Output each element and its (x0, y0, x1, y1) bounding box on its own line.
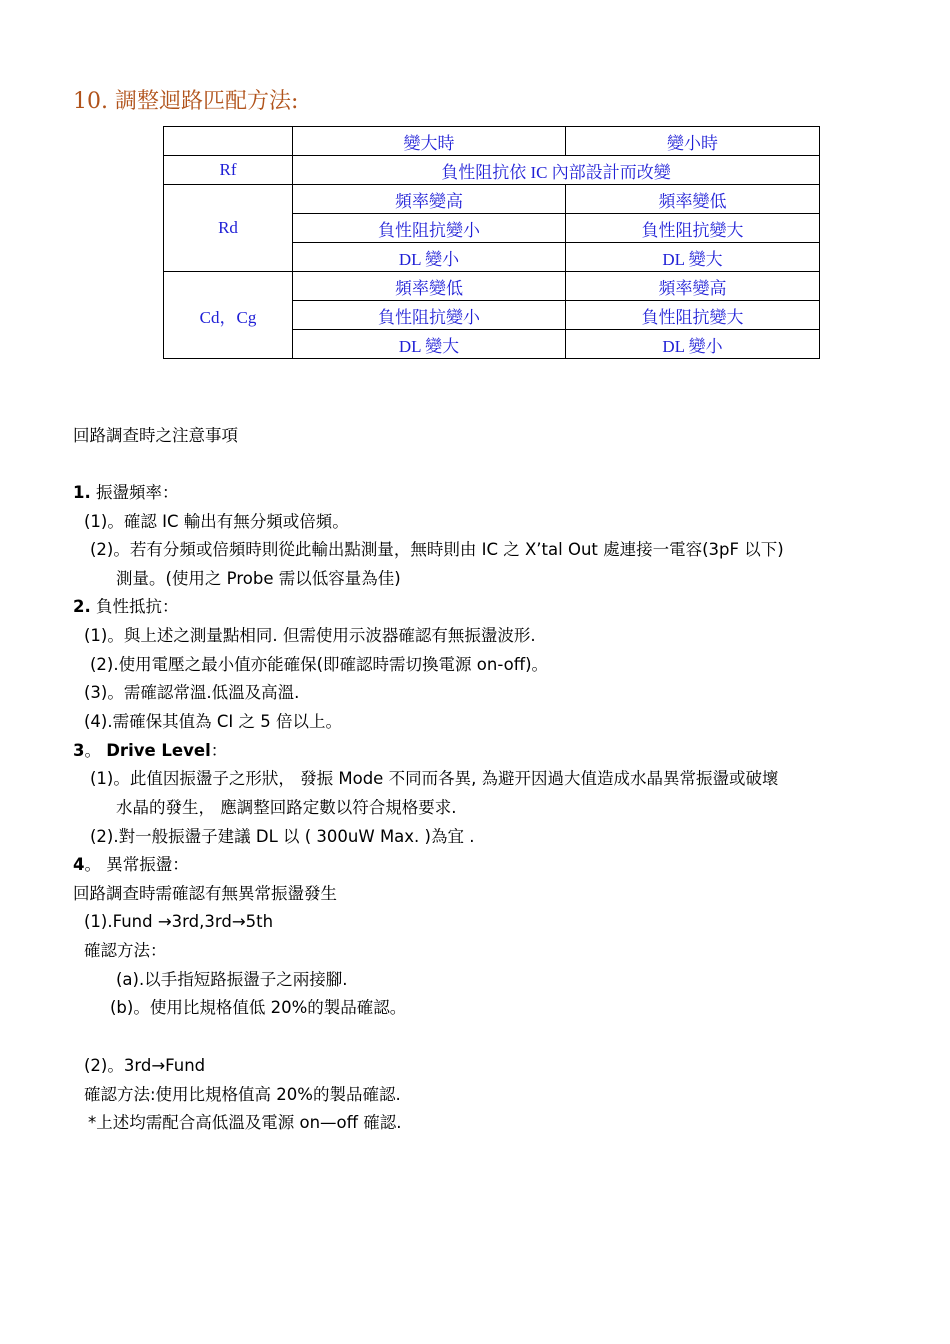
colon: ： (210, 741, 228, 760)
note-line: 測量。(使用之 Probe 需以低容量為佳) (116, 569, 401, 588)
section-title: 負性抵抗： (90, 597, 179, 616)
table-cell: 負性阻抗變大 (566, 301, 820, 330)
note-line: (b)。使用比規格值低 20%的製品確認。 (110, 998, 407, 1017)
section-1-heading (73, 483, 179, 503)
table-cell: DL 變小 (293, 243, 566, 272)
note-line: (1)。此值因振盪子之形狀， 發振 Mode 不同而各異, 為避开因過大值造成水晶異常振盪或破壞 (90, 769, 779, 788)
table-row (164, 185, 820, 214)
table-cell: 頻率變高 (566, 272, 820, 301)
table-header-row (164, 127, 820, 156)
note-line: 水晶的發生， 應調整回路定數以符合規格要求. (116, 798, 457, 817)
table-cell: 頻率變高 (293, 185, 566, 214)
separator: 。 (84, 741, 107, 760)
note-line: *上述均需配合高低溫及電源 on—off 確認. (88, 1113, 402, 1132)
note-line: (2)。3rd→Fund (84, 1056, 206, 1075)
table-cell: DL 變大 (566, 243, 820, 272)
section-title: 異常振盪： (106, 855, 189, 874)
section-number: 1. (73, 483, 91, 502)
section-2-heading (73, 597, 179, 617)
table-cell: 頻率變低 (293, 272, 566, 301)
table-header-cell: 變大時 (293, 127, 566, 156)
table-header-cell (164, 127, 293, 156)
section-title: 振盪頻率： (90, 483, 179, 502)
table-cell: 負性阻抗變大 (566, 214, 820, 243)
note-line: 確認方法:使用比規格值高 20%的製品確認. (84, 1085, 401, 1104)
table-header-cell: 變小時 (566, 127, 820, 156)
row-label-rd: Rd (164, 185, 293, 272)
note-line: (2).對一般振盪子建議 DL 以 ( 300uW Max. )為宜 . (90, 827, 475, 846)
separator: 。 (84, 855, 107, 874)
table-cell: 頻率變低 (566, 185, 820, 214)
note-line: (2).使用電壓之最小值亦能確保(即確認時需切換電源 on-off)。 (90, 655, 549, 674)
table-cell: DL 變大 (293, 330, 566, 359)
table-row (164, 272, 820, 301)
section-number: 3 (73, 741, 85, 760)
section-number: 4 (73, 855, 85, 874)
note-line: (a).以手指短路振盪子之兩接腳. (116, 970, 348, 989)
matching-table (163, 126, 820, 359)
section-title: Drive Level (106, 741, 211, 760)
note-line: 回路調查時需確認有無異常振盪發生 (73, 884, 337, 903)
table-cell: 負性阻抗變小 (293, 301, 566, 330)
table-cell: DL 變小 (566, 330, 820, 359)
note-line: (1)。與上述之測量點相同. 但需使用示波器確認有無振盪波形. (84, 626, 536, 645)
note-line: (4).需確保其值為 CI 之 5 倍以上。 (84, 712, 342, 731)
note-line: (3)。需確認常溫.低溫及高溫. (84, 683, 300, 702)
section-number: 2. (73, 597, 91, 616)
note-line: (1).Fund →3rd,3rd→5th (84, 912, 274, 931)
section-4-heading (73, 855, 189, 875)
notes-heading: 回路調查時之注意事項 (73, 426, 238, 445)
table-cell: 負性阻抗變小 (293, 214, 566, 243)
note-line: (1)。確認 IC 輸出有無分頻或倍頻。 (84, 512, 349, 531)
section-title: 10. 調整迴路匹配方法: (73, 89, 299, 114)
section-3-heading (73, 741, 227, 761)
note-line: (2)。若有分頻或倍頻時則從此輸出點測量，無時則由 IC 之 X’tal Out 處連接一電容(3pF 以下) (90, 540, 784, 559)
rf-value-cell: 負性阻抗依 IC 內部設計而改變 (293, 156, 820, 185)
table-row-rf (164, 156, 820, 185)
row-label-rf: Rf (164, 156, 293, 185)
row-label-cdcg: Cd，Cg (164, 272, 293, 359)
note-line: 確認方法： (84, 941, 167, 960)
